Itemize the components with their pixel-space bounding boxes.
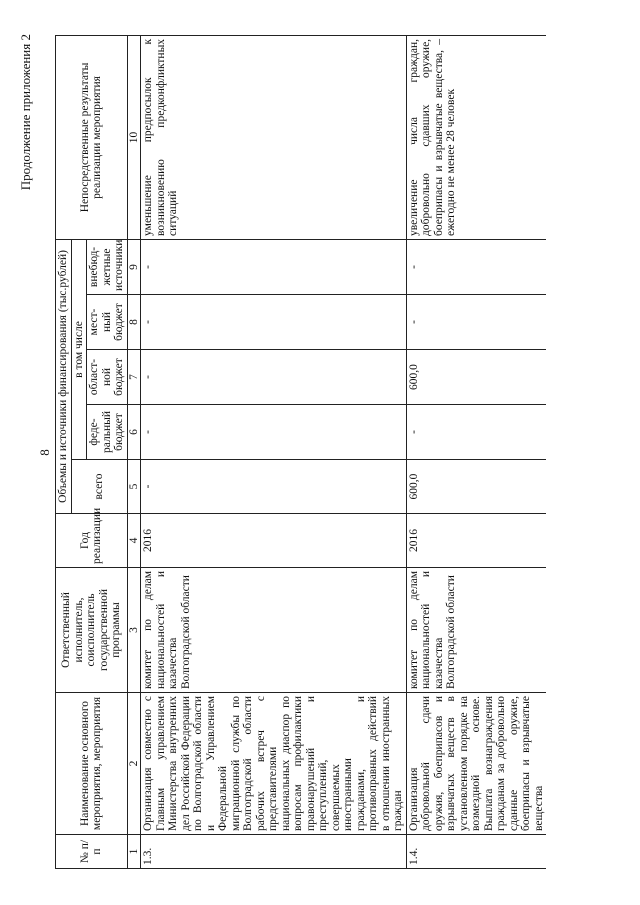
row-total: 600,0 bbox=[406, 460, 546, 514]
col-number: 5 bbox=[127, 460, 141, 514]
header-finance: Объемы и источники финансирования (тыс.рублей) bbox=[56, 239, 72, 513]
row-regional: 600,0 bbox=[406, 350, 546, 405]
row-result: увеличение числа граждан, добровольно сдавших оружие, боеприпасы и взрывчатые вещества, – ежегодно не менее 28 человек bbox=[406, 35, 546, 239]
header-total: всего bbox=[71, 460, 127, 514]
table-row bbox=[141, 35, 407, 868]
header-executor: Ответственный исполнитель, соисполнитель государственной программы bbox=[56, 568, 128, 693]
col-number: 10 bbox=[127, 35, 141, 239]
row-total: - bbox=[141, 460, 407, 514]
table-row bbox=[406, 35, 546, 868]
row-executor: комитет по делам национальностей и казачества Волгоградской области bbox=[406, 568, 546, 693]
header-results: Непосредственные результаты реализации мероприятия bbox=[56, 35, 128, 239]
row-regional: - bbox=[141, 350, 407, 405]
col-number: 6 bbox=[127, 405, 141, 460]
row-executor: комитет по делам национальностей и казачества Волгоградской области bbox=[141, 568, 407, 693]
row-year: 2016 bbox=[406, 514, 546, 568]
row-federal: - bbox=[406, 405, 546, 460]
row-result: уменьшение предпосылок к возникновению предконфликтных ситуаций bbox=[141, 35, 407, 239]
row-extrabudgetary: - bbox=[406, 239, 546, 294]
row-federal: - bbox=[141, 405, 407, 460]
row-activity-name: Организация совместно с Главным управлением Министерства внутренних дел Российской Федерации по Волгоградской области и Управлением Федеральной миграционной службы по Волгоградской области рабочих встреч с представителями национальных диаспор по вопросам профилактики правонарушений и преступлений, совершаемых иностранными гражданами, и противоправных действий в отношении иностранных граждан bbox=[141, 693, 407, 835]
row-num: 1.3. bbox=[141, 835, 407, 869]
col-number: 3 bbox=[127, 568, 141, 693]
page-number: 8 bbox=[37, 449, 52, 456]
header-including: в том числе bbox=[71, 239, 87, 459]
header-local-budget: мест- ный бюджет bbox=[87, 295, 128, 350]
header-year: Год реализации bbox=[56, 514, 128, 568]
row-activity-name: Организация добровольной сдачи оружия, боеприпасов и взрывчатых веществ в установленном порядке на возмездной основе. Выплата вознаграждения гражданам за добровольно сданные оружие, боеприпасы и взрывчатые вещества bbox=[406, 693, 546, 835]
row-local: - bbox=[141, 295, 407, 350]
appendix-continuation: Продолжение приложения 2 bbox=[18, 34, 33, 191]
column-numbers-row bbox=[127, 35, 141, 868]
header-federal-budget: феде- ральный бюджет bbox=[87, 405, 128, 460]
col-number: 2 bbox=[127, 693, 141, 835]
program-table bbox=[55, 35, 546, 869]
row-year: 2016 bbox=[141, 514, 407, 568]
col-number: 7 bbox=[127, 350, 141, 405]
header-regional-budget: област- ной бюджет bbox=[87, 350, 128, 405]
row-local: - bbox=[406, 295, 546, 350]
header-extrabudgetary: внебюд- жетные источники bbox=[87, 239, 128, 294]
col-number: 1 bbox=[127, 835, 141, 869]
col-number: 9 bbox=[127, 239, 141, 294]
row-extrabudgetary: - bbox=[141, 239, 407, 294]
row-num: 1.4. bbox=[406, 835, 546, 869]
col-number: 4 bbox=[127, 514, 141, 568]
col-number: 8 bbox=[127, 295, 141, 350]
header-name: Наименование основного мероприятия, мероприятия bbox=[56, 693, 128, 835]
header-num: № п/п bbox=[56, 835, 128, 869]
